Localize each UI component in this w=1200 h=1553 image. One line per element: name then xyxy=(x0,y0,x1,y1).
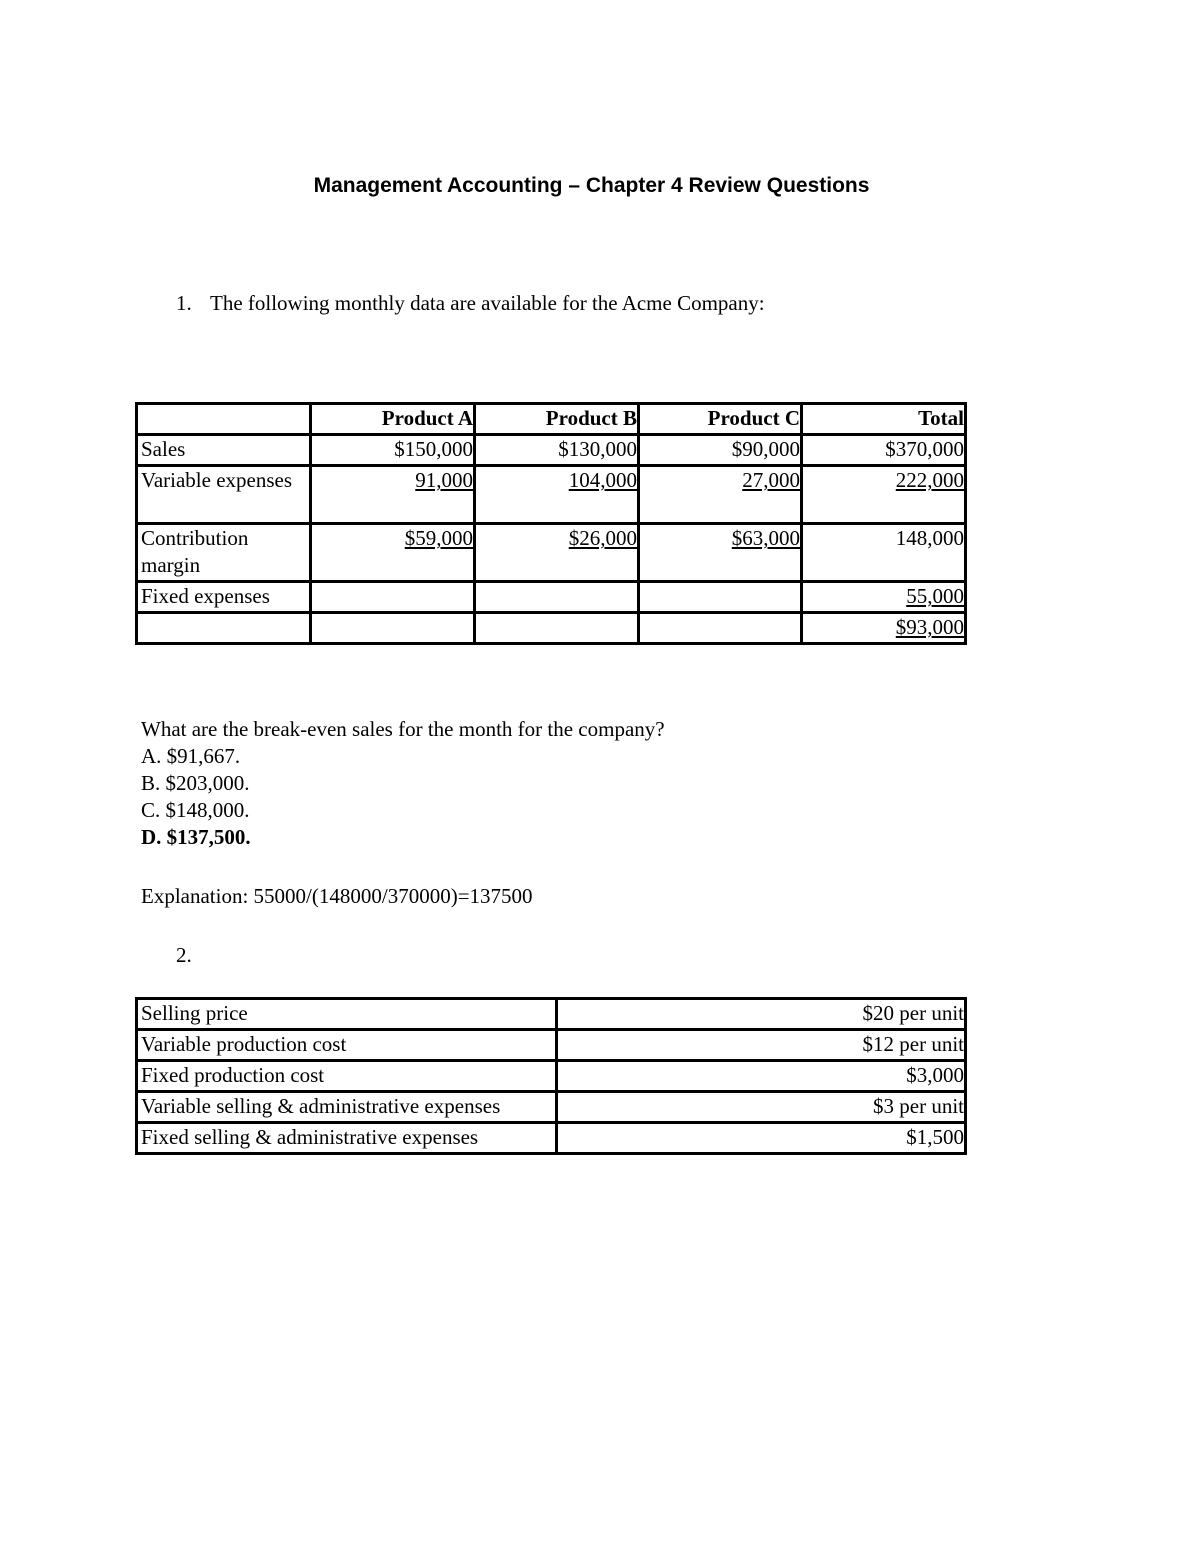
table-cell: $130,000 xyxy=(475,435,639,466)
table-row xyxy=(137,999,966,1030)
table-cell: $3,000 xyxy=(557,1061,966,1092)
table-cell xyxy=(311,613,475,644)
table-cell: $3 per unit xyxy=(557,1092,966,1123)
table-row xyxy=(137,466,966,524)
table-cell xyxy=(311,582,475,613)
row-label xyxy=(137,613,311,644)
table-cell: $20 per unit xyxy=(557,999,966,1030)
table-row xyxy=(137,1030,966,1061)
header-cell: Total xyxy=(802,404,966,435)
question-1-number: 1. xyxy=(176,291,192,315)
table-row xyxy=(137,524,966,582)
table-cell: $370,000 xyxy=(802,435,966,466)
cell-value: 55,000 xyxy=(906,584,964,608)
question-2-number: 2. xyxy=(176,943,192,967)
table-cell: $90,000 xyxy=(639,435,802,466)
row-label: Fixed production cost xyxy=(137,1061,557,1092)
cell-value: $59,000 xyxy=(404,526,473,550)
table-cell xyxy=(639,613,802,644)
question-1-intro xyxy=(176,289,765,317)
table-cell: 148,000 xyxy=(802,524,966,582)
cell-value: 27,000 xyxy=(742,468,800,492)
table-cell xyxy=(475,524,639,582)
acme-data-table xyxy=(135,402,967,645)
option-a: A. $91,667. xyxy=(141,744,241,768)
row-label: Selling price xyxy=(137,999,557,1030)
header-cell xyxy=(137,404,311,435)
table-cell xyxy=(639,582,802,613)
option-c: C. $148,000. xyxy=(141,798,250,822)
question-1-prompt-block xyxy=(141,716,665,851)
question-1-prompt: What are the break-even sales for the month for the company? xyxy=(141,717,665,741)
table-cell: $12 per unit xyxy=(557,1030,966,1061)
table-row xyxy=(137,613,966,644)
cell-value: $63,000 xyxy=(731,526,800,550)
table-row xyxy=(137,1061,966,1092)
table-cell xyxy=(311,524,475,582)
option-d-correct: D. $137,500. xyxy=(141,825,251,849)
row-label: Fixed expenses xyxy=(137,582,311,613)
table-row xyxy=(137,1092,966,1123)
option-b: B. $203,000. xyxy=(141,771,250,795)
table-row xyxy=(137,1123,966,1154)
page-title: Management Accounting – Chapter 4 Review Questions xyxy=(313,174,870,197)
cell-value: 104,000 xyxy=(568,468,637,492)
cell-value: 91,000 xyxy=(415,468,473,492)
table-cell xyxy=(802,582,966,613)
table-header-row xyxy=(137,404,966,435)
header-cell: Product B xyxy=(475,404,639,435)
cell-value: $93,000 xyxy=(895,615,964,639)
table-cell xyxy=(475,613,639,644)
table-cell xyxy=(475,582,639,613)
row-label: Sales xyxy=(137,435,311,466)
question-1-text: The following monthly data are available for the Acme Company: xyxy=(210,291,765,315)
row-label: Contribution margin xyxy=(137,524,311,582)
cost-data-table xyxy=(135,997,967,1155)
table-cell xyxy=(311,466,475,524)
table-row xyxy=(137,582,966,613)
row-label: Variable expenses xyxy=(137,466,311,524)
table-row xyxy=(137,435,966,466)
cell-value: $26,000 xyxy=(568,526,637,550)
table-cell xyxy=(802,466,966,524)
table-cell xyxy=(802,613,966,644)
row-label: Variable production cost xyxy=(137,1030,557,1061)
table-cell xyxy=(639,524,802,582)
row-label: Variable selling & administrative expenses xyxy=(137,1092,557,1123)
table-cell xyxy=(475,466,639,524)
header-cell: Product C xyxy=(639,404,802,435)
header-cell: Product A xyxy=(311,404,475,435)
cell-value: 222,000 xyxy=(895,468,964,492)
table-cell: $1,500 xyxy=(557,1123,966,1154)
table-cell xyxy=(639,466,802,524)
table-cell: $150,000 xyxy=(311,435,475,466)
explanation: Explanation: 55000/(148000/370000)=137500 xyxy=(141,884,533,908)
row-label: Fixed selling & administrative expenses xyxy=(137,1123,557,1154)
